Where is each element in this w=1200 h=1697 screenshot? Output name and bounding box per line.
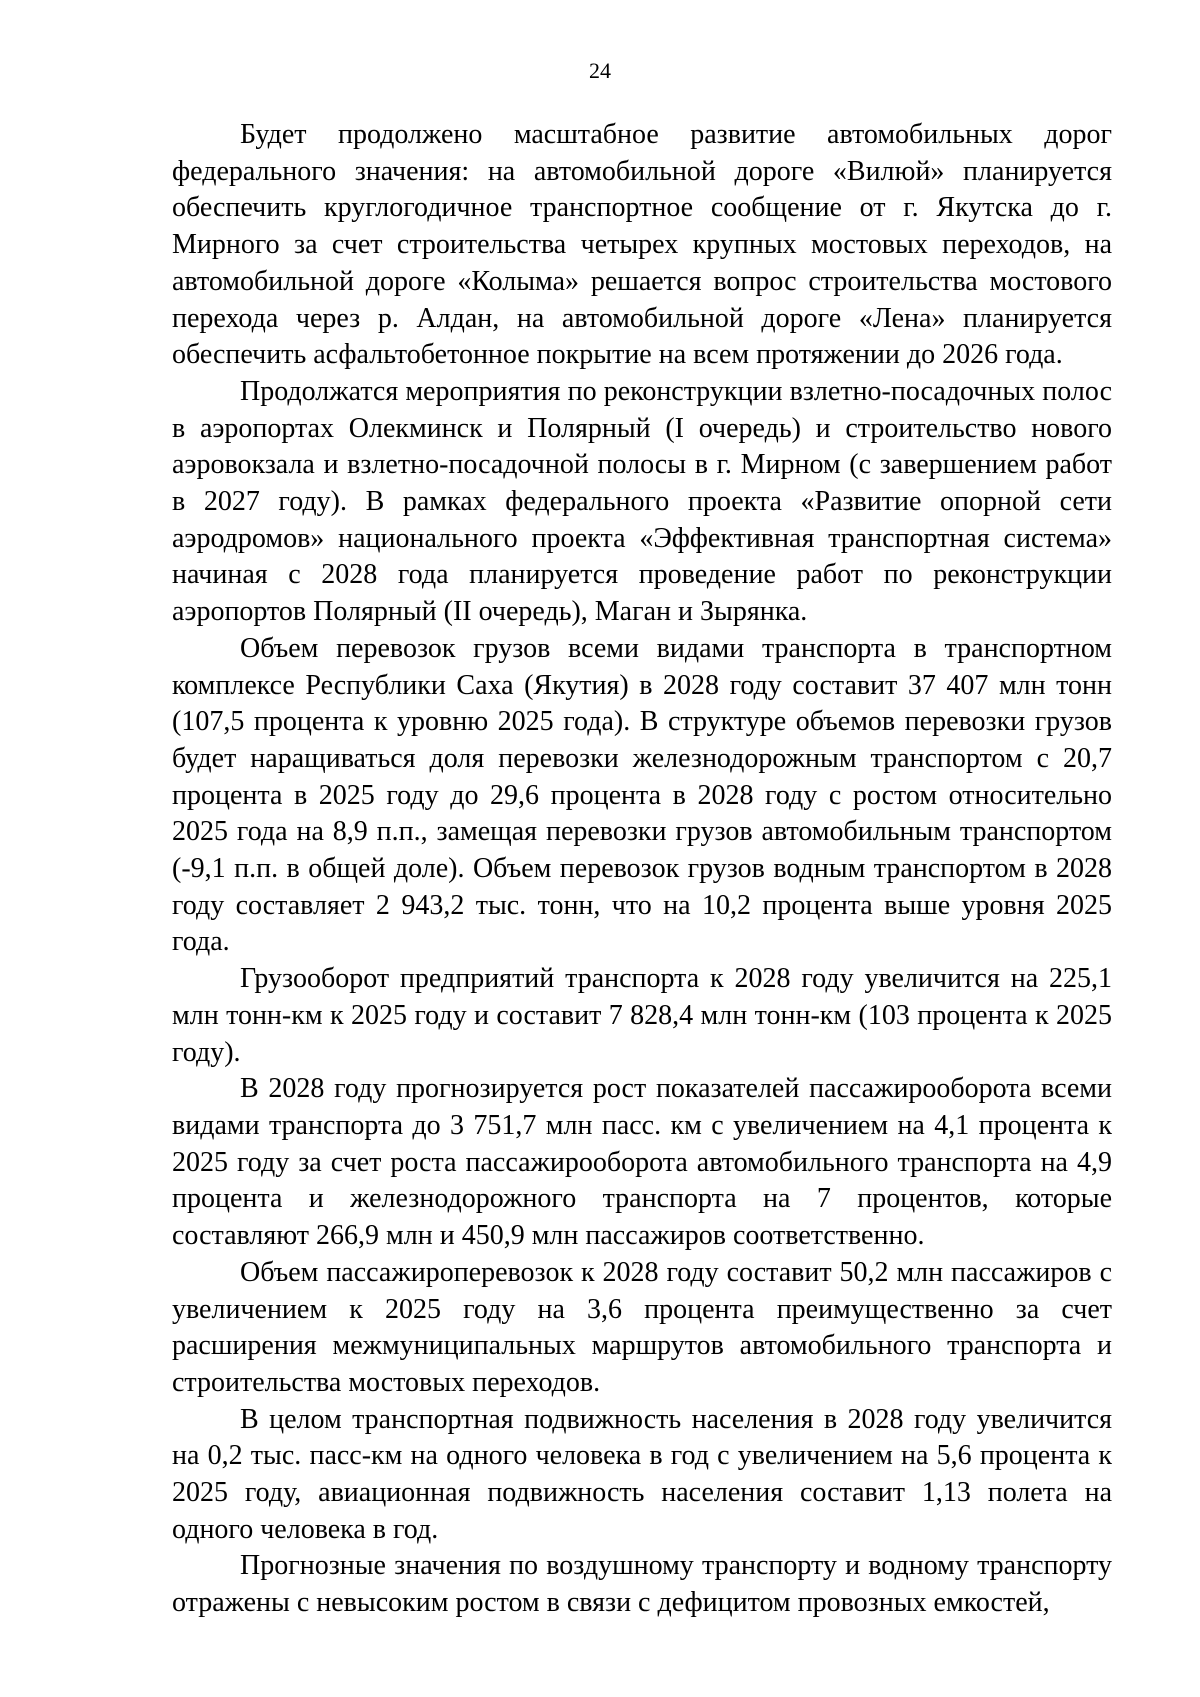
paragraph-cargo-turnover: Грузооборот предприятий транспорта к 2028 году увеличится на 225,1 млн тонн-км к 2025 году и составит 7 828,4 млн тонн-км (103 процента к 2025 году).	[172, 963, 1112, 1068]
paragraph-cargo-volume: Объем перевозок грузов всеми видами транспорта в транспортном комплексе Республики Саха (Якутия) в 2028 году составит 37 407 млн тонн (107,5 процента к уровню 2025 года). В структуре объемов перевозки грузов будет наращиваться доля перевозки железнодорожным транспортом с 20,7 процента в 2025 году до 29,6 процента в 2028 году с ростом относительно 2025 года на 8,9 п.п., замещая перевозки грузов автомобильным транспортом (-9,1 п.п. в общей доле). Объем перевозок грузов водным транспортом в 2028 году составляет 2 943,2 тыс. тонн, что на 10,2 процента выше уровня 2025 года.	[172, 632, 1112, 958]
paragraph-forecast-air-water: Прогнозные значения по воздушному транспорту и водному транспорту отражены с невысоким ростом в связи с дефицитом провозных емкостей,	[172, 1550, 1112, 1619]
paragraph-passenger-turnover: В 2028 году прогнозируется рост показателей пассажирооборота всеми видами транспорта до 3 751,7 млн пасс. км с увеличением на 4,1 процента к 2025 году за счет роста пассажирооборота автомобильного транспорта на 4,9 процента и железнодорожного транспорта на 7 процентов, которые составляют 266,9 млн и 450,9 млн пассажиров соответственно.	[172, 1073, 1112, 1252]
paragraph-transport-mobility: В целом транспортная подвижность населения в 2028 году увеличится на 0,2 тыс. пасс-км на одного человека в год с увеличением на 5,6 процента к 2025 году, авиационная подвижность населения составит 1,13 полета на одного человека в год.	[172, 1403, 1112, 1545]
body-text	[172, 117, 1112, 1622]
page-number: 24	[589, 58, 611, 83]
paragraph-airports: Продолжатся мероприятия по реконструкции взлетно-посадочных полос в аэропортах Олекминск и Полярный (I очередь) и строительство нового аэровокзала и взлетно-посадочной полосы в г. Мирном (с завершением работ в 2027 году). В рамках федерального проекта «Развитие опорной сети аэродромов» национального проекта «Эффективная транспортная система» начиная с 2028 года планируется проведение работ по реконструкции аэропортов Полярный (II очередь), Маган и Зырянка.	[172, 375, 1112, 628]
paragraph-federal-roads: Будет продолжено масштабное развитие автомобильных дорог федерального значения: на автомобильной дороге «Вилюй» планируется обеспечить круглогодичное транспортное сообщение от г. Якутска до г. Мирного за счет строительства четырех крупных мостовых переходов, на автомобильной дороге «Колыма» решается вопрос строительства мостового перехода через р. Алдан, на автомобильной дороге «Лена» планируется обеспечить асфальтобетонное покрытие на всем протяжении до 2026 года.	[172, 119, 1112, 371]
paragraph-passenger-volume: Объем пассажироперевозок к 2028 году составит 50,2 млн пассажиров с увеличением к 2025 году на 3,6 процента преимущественно за счет расширения межмуниципальных маршрутов автомобильного транспорта и строительства мостовых переходов.	[172, 1256, 1112, 1398]
